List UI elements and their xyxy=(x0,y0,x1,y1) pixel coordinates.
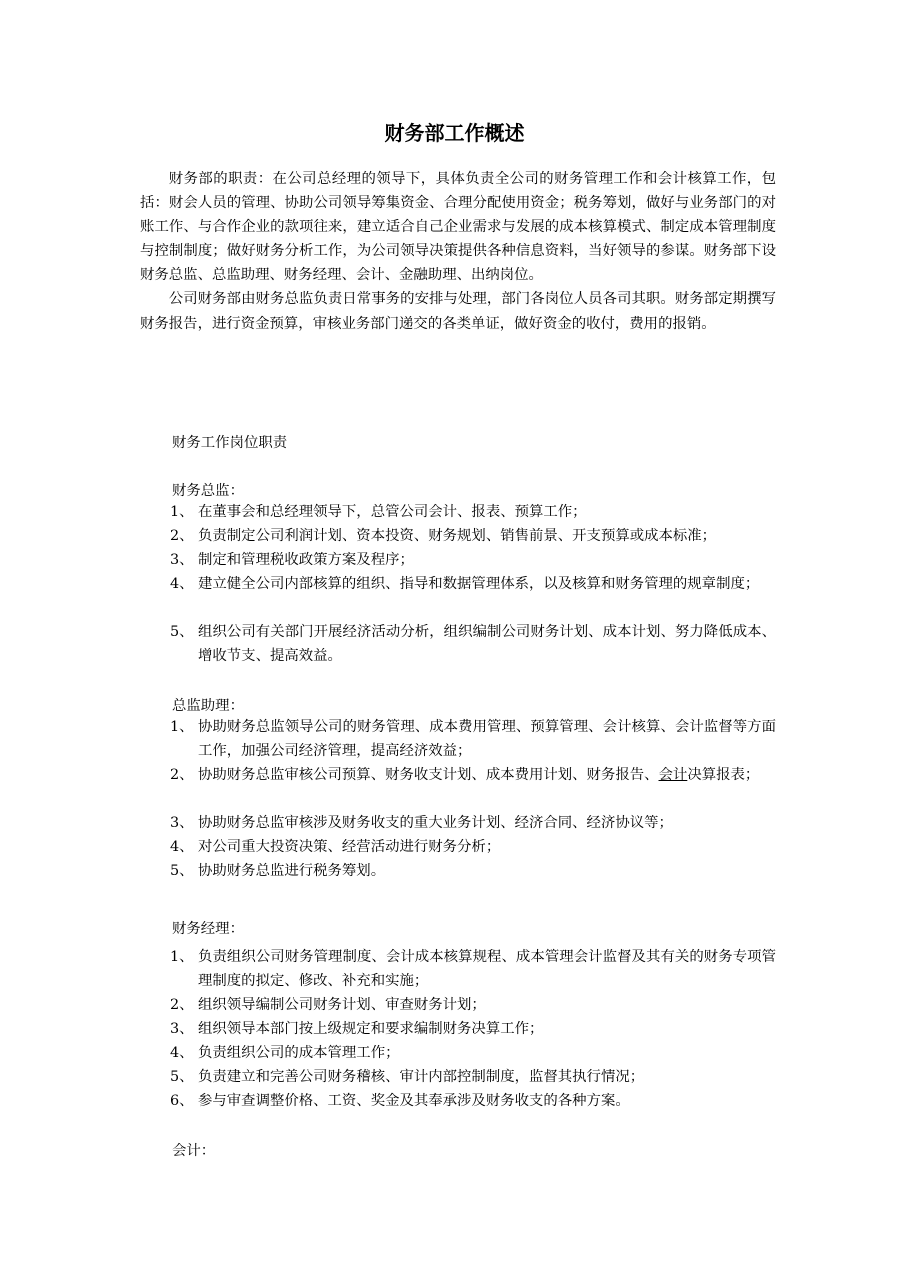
list-item xyxy=(170,572,776,596)
list-item xyxy=(170,945,776,993)
item-number: 4、 xyxy=(170,839,194,855)
list-item xyxy=(170,1065,776,1089)
item-text: 负责组织公司的成本管理工作； xyxy=(198,1045,400,1061)
list-item xyxy=(170,1017,776,1041)
section-heading-assistant: 总监助理： xyxy=(172,698,244,714)
item-number: 2、 xyxy=(170,767,194,783)
item-text: 对公司重大投资决策、经营活动进行财务分析； xyxy=(198,839,501,855)
document-title: 财务部工作概述 xyxy=(384,121,525,145)
section-heading-manager: 财务经理： xyxy=(172,921,244,937)
item-number: 5、 xyxy=(170,863,194,879)
section-heading-accountant: 会计： xyxy=(172,1143,216,1159)
list-item xyxy=(170,715,776,763)
item-text: 协助财务总监进行税务筹划。 xyxy=(198,863,386,879)
list-item xyxy=(170,993,776,1017)
intro-text xyxy=(140,167,776,336)
item-text: 负责制定公司利润计划、资本投资、财务规划、销售前景、开支预算或成本标准； xyxy=(198,528,717,544)
paragraph-department: 公司财务部由财务总监负责日常事务的安排与处理，部门各岗位人员各司其职。财务部定期撰写财务报告，进行资金预算，审核业务部门递交的各类单证，做好资金的收付，费用的报销。 xyxy=(140,291,776,332)
item-text: 组织领导本部门按上级规定和要求编制财务决算工作； xyxy=(198,1021,544,1037)
item-text: 协助财务总监领导公司的财务管理、成本费用管理、预算管理、会计核算、会计监督等方面工作，加强公司经济管理，提高经济效益； xyxy=(198,719,776,759)
item-text: 负责建立和完善公司财务稽核、审计内部控制制度，监督其执行情况； xyxy=(198,1069,645,1085)
item-text: 负责组织公司财务管理制度、会计成本核算规程、成本管理会计监督及其有关的财务专项管理制度的拟定、修改、补充和实施； xyxy=(198,949,776,989)
item-text: 建立健全公司内部核算的组织、指导和数据管理体系，以及核算和财务管理的规章制度； xyxy=(198,576,760,592)
list-item xyxy=(170,1041,776,1065)
item-text: 协助财务总监审核涉及财务收支的重大业务计划、经济合同、经济协议等； xyxy=(198,815,673,831)
item-text: 组织领导编制公司财务计划、审查财务计划； xyxy=(198,997,486,1013)
paragraph-duties: 财务部的职责：在公司总经理的领导下，具体负责全公司的财务管理工作和会计核算工作，包括：财会人员的管理、协助公司领导筹集资金、合理分配使用资金；税务筹划，做好与业务部门的对账工作、与合作企业的款项往来，建立适合自己企业需求与发展的成本核算模式、制定成本管理制度与控制制度；做好财务分析工作，为公司领导决策提供各种信息资料，当好领导的参谋。财务部下设财务总监、总监助理、财务经理、会计、金融助理、出纳岗位。 xyxy=(140,171,776,284)
item-text: 组织公司有关部门开展经济活动分析，组织编制公司财务计划、成本计划、努力降低成本、增收节支、提高效益。 xyxy=(198,624,776,664)
list-item xyxy=(170,811,776,835)
list-item xyxy=(170,620,776,668)
item-number: 1、 xyxy=(170,504,194,520)
list-item xyxy=(170,548,776,572)
item-number: 4、 xyxy=(170,576,194,592)
list-item xyxy=(170,763,776,787)
list-item xyxy=(170,524,776,548)
item-text-post: 决算报表； xyxy=(687,767,760,783)
list-item xyxy=(170,500,776,524)
list-item xyxy=(170,859,776,883)
list-item xyxy=(170,1089,776,1113)
item-number: 4、 xyxy=(170,1045,194,1061)
item-number: 5、 xyxy=(170,624,194,640)
item-number: 3、 xyxy=(170,552,194,568)
item-number: 1、 xyxy=(170,949,194,965)
item-text: 制定和管理税收政策方案及程序； xyxy=(198,552,414,568)
item-text-pre: 协助财务总监审核公司预算、财务收支计划、成本费用计划、财务报告、 xyxy=(198,767,659,783)
item-text: 参与审查调整价格、工资、奖金及其奉承涉及财务收支的各种方案。 xyxy=(198,1093,630,1109)
accounting-link[interactable]: 会计 xyxy=(658,767,688,783)
item-number: 1、 xyxy=(170,719,194,735)
list-item xyxy=(170,835,776,859)
item-text xyxy=(198,763,776,787)
item-number: 6、 xyxy=(170,1093,194,1109)
item-number: 5、 xyxy=(170,1069,194,1085)
item-number: 2、 xyxy=(170,997,194,1013)
item-text: 在董事会和总经理领导下，总管公司会计、报表、预算工作； xyxy=(198,504,587,520)
section-subtitle: 财务工作岗位职责 xyxy=(172,435,288,451)
item-number: 2、 xyxy=(170,528,194,544)
item-number: 3、 xyxy=(170,1021,194,1037)
item-number: 3、 xyxy=(170,815,194,831)
section-heading-cfo: 财务总监： xyxy=(172,483,244,499)
